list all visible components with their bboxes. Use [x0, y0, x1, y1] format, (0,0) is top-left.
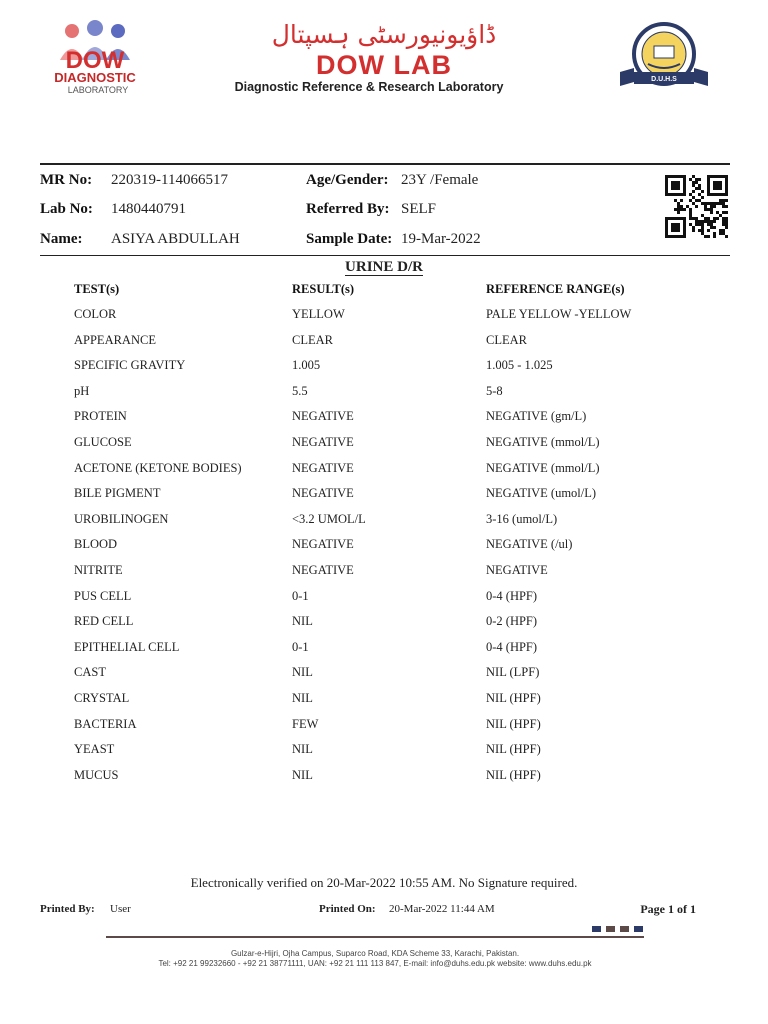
test-reference: 0-2 (HPF)	[486, 614, 538, 628]
footer-dot-2	[606, 926, 615, 932]
test-result: NIL	[292, 614, 313, 628]
test-name: BLOOD	[74, 537, 118, 551]
col-header-test: TEST(s)	[74, 282, 120, 296]
test-name: NITRITE	[74, 563, 123, 577]
test-name: EPITHELIAL CELL	[74, 640, 180, 654]
test-reference: 0-4 (HPF)	[486, 640, 538, 654]
logo-dow-text: DOW	[65, 47, 125, 74]
test-name: GLUCOSE	[74, 435, 132, 449]
test-result: <3.2 UMOL/L	[292, 512, 366, 526]
test-name: BACTERIA	[74, 717, 137, 731]
test-reference: NIL (HPF)	[486, 768, 541, 782]
test-name: CRYSTAL	[74, 691, 130, 705]
test-reference: NIL (HPF)	[486, 717, 541, 731]
address-line: Gulzar-e-Hijri, Ojha Campus, Suparco Road, KDA Scheme 33, Karachi, Pakistan.	[230, 949, 520, 958]
test-result: YELLOW	[292, 307, 345, 321]
col-header-result: RESULT(s)	[292, 282, 355, 296]
university-seal-icon	[618, 20, 710, 92]
test-result: NEGATIVE	[292, 461, 354, 475]
footer-dot-4	[634, 926, 643, 932]
test-reference: NEGATIVE (mmol/L)	[486, 435, 600, 449]
referred-value: SELF	[401, 201, 437, 217]
test-result: NEGATIVE	[292, 409, 354, 423]
mr-value: 220319-114066517	[111, 172, 228, 188]
test-name: BILE PIGMENT	[74, 486, 161, 500]
people-logo-icon	[40, 20, 150, 102]
test-result: 5.5	[292, 384, 308, 398]
lab-value: 1480440791	[111, 201, 186, 217]
top-rule	[40, 163, 730, 165]
lab-label: Lab No:	[40, 201, 93, 217]
test-reference: 3-16 (umol/L)	[486, 512, 558, 526]
brand-title: DOW LAB	[316, 50, 452, 80]
test-name: SPECIFIC GRAVITY	[74, 358, 186, 372]
test-reference: 1.005 - 1.025	[486, 358, 553, 372]
test-result: NIL	[292, 742, 313, 756]
urdu-title: ڈاؤیونیورسٹی ہسپتال	[271, 20, 497, 49]
page-number: Page 1 of 1	[640, 902, 696, 916]
tagline: Diagnostic Reference & Research Laboratory	[234, 80, 504, 94]
col-header-reference: REFERENCE RANGE(s)	[486, 282, 625, 296]
test-name: YEAST	[74, 742, 115, 756]
test-reference: NIL (LPF)	[486, 665, 540, 679]
test-name: ACETONE (KETONE BODIES)	[74, 461, 242, 475]
test-name: RED CELL	[74, 614, 134, 628]
test-result: NIL	[292, 665, 313, 679]
test-reference: 0-4 (HPF)	[486, 589, 538, 603]
test-result: NIL	[292, 768, 313, 782]
test-reference: 5-8	[486, 384, 503, 398]
test-result: NEGATIVE	[292, 486, 354, 500]
test-name: CAST	[74, 665, 106, 679]
test-name: COLOR	[74, 307, 117, 321]
test-name: PROTEIN	[74, 409, 127, 423]
info-bottom-rule	[40, 255, 730, 256]
age-value: 23Y /Female	[401, 172, 479, 188]
printed-by-label: Printed By:	[40, 903, 95, 915]
age-label: Age/Gender:	[306, 172, 389, 188]
test-result: NEGATIVE	[292, 537, 354, 551]
test-result: NEGATIVE	[292, 563, 354, 577]
test-result: 0-1	[292, 640, 309, 654]
dow-diagnostic-logo	[40, 20, 150, 102]
test-reference: NEGATIVE (gm/L)	[486, 409, 587, 423]
verification-note: Electronically verified on 20-Mar-2022 10:55 AM. No Signature required.	[190, 875, 578, 890]
test-reference: NEGATIVE (umol/L)	[486, 486, 597, 500]
test-name: pH	[74, 384, 90, 398]
test-name: MUCUS	[74, 768, 119, 782]
qr-code-icon	[664, 173, 730, 241]
seal-text: D.U.H.S	[651, 76, 677, 83]
test-name: UROBILINOGEN	[74, 512, 169, 526]
test-reference: NIL (HPF)	[486, 691, 541, 705]
test-reference: NEGATIVE (/ul)	[486, 537, 573, 551]
test-name: PUS CELL	[74, 589, 132, 603]
test-reference: PALE YELLOW -YELLOW	[486, 307, 632, 321]
test-result: 1.005	[292, 358, 321, 372]
duhs-seal	[618, 20, 710, 92]
test-result: NEGATIVE	[292, 435, 354, 449]
footer-dot-1	[592, 926, 601, 932]
sample-date-label: Sample Date:	[306, 231, 393, 247]
test-reference: NEGATIVE	[486, 563, 548, 577]
contact-line: Tel: +92 21 99232660 - +92 21 38771111, UAN: +92 21 111 113 847, E-mail: info@duhs.edu.pk website: www.duhs.edu.pk	[158, 959, 592, 968]
footer-dot-3	[620, 926, 629, 932]
logo-diagnostic-text: DIAGNOSTIC	[54, 70, 136, 85]
test-reference: NEGATIVE (mmol/L)	[486, 461, 600, 475]
footer-rule	[106, 936, 644, 938]
referred-label: Referred By:	[306, 201, 390, 217]
test-result: 0-1	[292, 589, 309, 603]
test-result: CLEAR	[292, 333, 333, 347]
printed-on-label: Printed On:	[319, 903, 376, 915]
test-reference: NIL (HPF)	[486, 742, 541, 756]
test-reference: CLEAR	[486, 333, 527, 347]
logo-laboratory-text: LABORATORY	[67, 85, 129, 95]
test-name: APPEARANCE	[74, 333, 156, 347]
printed-on-value: 20-Mar-2022 11:44 AM	[389, 903, 495, 915]
sample-date-value: 19-Mar-2022	[401, 231, 481, 247]
name-value: ASIYA ABDULLAH	[111, 231, 240, 247]
section-title: URINE D/R	[345, 259, 423, 275]
test-result: NIL	[292, 691, 313, 705]
printed-by-value: User	[110, 903, 131, 915]
mr-label: MR No:	[40, 172, 93, 188]
name-label: Name:	[40, 231, 83, 247]
test-result: FEW	[292, 717, 319, 731]
